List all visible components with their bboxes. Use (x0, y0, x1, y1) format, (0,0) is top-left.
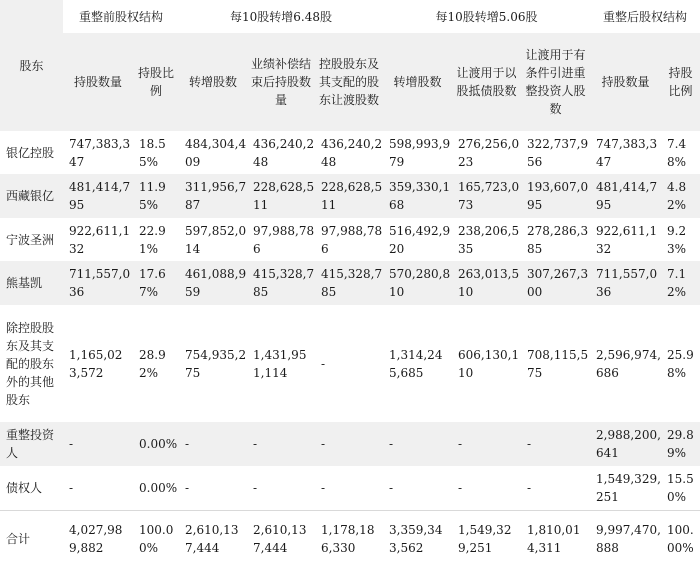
owner-header: 股东 (0, 0, 63, 131)
cell-648-after-compensation: 228,628,511 (247, 174, 315, 218)
cell-648-converted: 754,935,275 (179, 305, 247, 422)
cell-506-converted: 598,993,979 (383, 131, 452, 174)
cell-after-shares: 922,611,132 (590, 218, 661, 261)
cell-506-converted: - (383, 466, 452, 511)
cell-506-converted: 1,314,245,685 (383, 305, 452, 422)
cell-before-shares: 922,611,132 (63, 218, 133, 261)
cell-506-debt-offset: - (452, 466, 521, 511)
cell-before-shares: - (63, 466, 133, 511)
cell-before-shares: - (63, 422, 133, 466)
cell-after-ratio: 9.23% (661, 218, 700, 261)
cell-before-ratio: 100.00% (133, 511, 179, 566)
cell-506-debt-offset: - (452, 422, 521, 466)
table-row (0, 174, 700, 218)
table-row (0, 218, 700, 261)
cell-before-ratio: 11.95% (133, 174, 179, 218)
cell-after-ratio: 100.00% (661, 511, 700, 566)
cell-before-shares: 1,165,023,572 (63, 305, 133, 422)
cell-after-ratio: 25.98% (661, 305, 700, 422)
cell-before-shares: 711,557,036 (63, 261, 133, 305)
cell-648-converted: 2,610,137,444 (179, 511, 247, 566)
table-row (0, 422, 700, 466)
group-header-row (0, 0, 700, 33)
group-header-conversion-648: 每10股转增6.48股 (179, 0, 383, 33)
header-after-shares: 持股数量 (590, 33, 661, 131)
cell-648-after-compensation: 436,240,248 (247, 131, 315, 174)
table-row (0, 261, 700, 305)
cell-648-after-compensation: 2,610,137,444 (247, 511, 315, 566)
cell-506-converted: - (383, 422, 452, 466)
cell-648-transferred: - (315, 422, 383, 466)
shareholder-name: 债权人 (0, 466, 63, 511)
cell-after-shares: 2,988,200,641 (590, 422, 661, 466)
cell-648-converted: 461,088,959 (179, 261, 247, 305)
cell-after-ratio: 4.82% (661, 174, 700, 218)
group-header-after: 重整后股权结构 (590, 0, 700, 33)
cell-506-investor: 193,607,095 (521, 174, 590, 218)
shareholder-name: 熊基凯 (0, 261, 63, 305)
cell-648-after-compensation: - (247, 466, 315, 511)
cell-506-investor: 322,737,956 (521, 131, 590, 174)
group-header-before: 重整前股权结构 (63, 0, 179, 33)
header-506-debt-offset-shares: 让渡用于以股抵债股数 (452, 33, 521, 131)
cell-506-investor: 278,286,385 (521, 218, 590, 261)
cell-648-transferred: - (315, 305, 383, 422)
header-648-shares-after-compensation: 业绩补偿结束后持股数量 (247, 33, 315, 131)
cell-before-ratio: 0.00% (133, 422, 179, 466)
cell-506-debt-offset: 263,013,510 (452, 261, 521, 305)
cell-before-ratio: 0.00% (133, 466, 179, 511)
cell-after-ratio: 7.48% (661, 131, 700, 174)
cell-506-investor: 1,810,014,311 (521, 511, 590, 566)
cell-506-converted: 359,330,168 (383, 174, 452, 218)
cell-648-converted: - (179, 422, 247, 466)
cell-after-shares: 2,596,974,686 (590, 305, 661, 422)
cell-506-converted: 570,280,810 (383, 261, 452, 305)
cell-before-ratio: 22.91% (133, 218, 179, 261)
cell-after-shares: 9,997,470,888 (590, 511, 661, 566)
cell-648-converted: 484,304,409 (179, 131, 247, 174)
cell-after-ratio: 7.12% (661, 261, 700, 305)
header-648-transferred-shares: 控股股东及其支配的股东让渡股数 (315, 33, 383, 131)
cell-506-converted: 3,359,343,562 (383, 511, 452, 566)
cell-648-transferred: 97,988,786 (315, 218, 383, 261)
cell-before-ratio: 18.55% (133, 131, 179, 174)
cell-648-transferred: 228,628,511 (315, 174, 383, 218)
cell-after-ratio: 29.89% (661, 422, 700, 466)
cell-506-investor: - (521, 422, 590, 466)
cell-506-investor: 307,267,300 (521, 261, 590, 305)
shareholder-name: 银亿控股 (0, 131, 63, 174)
cell-648-converted: 597,852,014 (179, 218, 247, 261)
table-total-row (0, 511, 700, 566)
cell-506-debt-offset: 276,256,023 (452, 131, 521, 174)
cell-648-after-compensation: 415,328,785 (247, 261, 315, 305)
cell-506-debt-offset: 1,549,329,251 (452, 511, 521, 566)
header-648-converted-shares: 转增股数 (179, 33, 247, 131)
cell-506-investor: 708,115,575 (521, 305, 590, 422)
cell-648-after-compensation: 97,988,786 (247, 218, 315, 261)
table-row (0, 466, 700, 511)
cell-648-transferred: - (315, 466, 383, 511)
table-row (0, 131, 700, 174)
cell-after-shares: 1,549,329,251 (590, 466, 661, 511)
cell-648-after-compensation: 1,431,951,114 (247, 305, 315, 422)
cell-506-debt-offset: 606,130,110 (452, 305, 521, 422)
shareholder-name: 合计 (0, 511, 63, 566)
cell-after-shares: 711,557,036 (590, 261, 661, 305)
cell-before-shares: 4,027,989,882 (63, 511, 133, 566)
cell-before-shares: 481,414,795 (63, 174, 133, 218)
cell-after-shares: 747,383,347 (590, 131, 661, 174)
cell-648-transferred: 415,328,785 (315, 261, 383, 305)
cell-648-transferred: 1,178,186,330 (315, 511, 383, 566)
shareholder-name: 西藏银亿 (0, 174, 63, 218)
table-row (0, 305, 700, 422)
shareholder-name: 重整投资人 (0, 422, 63, 466)
cell-before-ratio: 17.67% (133, 261, 179, 305)
header-after-ratio: 持股比例 (661, 33, 700, 131)
cell-648-converted: - (179, 466, 247, 511)
cell-after-shares: 481,414,795 (590, 174, 661, 218)
cell-648-converted: 311,956,787 (179, 174, 247, 218)
cell-506-investor: - (521, 466, 590, 511)
header-before-shares: 持股数量 (63, 33, 133, 131)
header-506-converted-shares: 转增股数 (383, 33, 452, 131)
cell-after-ratio: 15.50% (661, 466, 700, 511)
shareholder-name: 除控股股东及其支配的股东外的其他股东 (0, 305, 63, 422)
header-before-ratio: 持股比例 (133, 33, 179, 131)
cell-648-after-compensation: - (247, 422, 315, 466)
sub-header-row (0, 33, 700, 131)
header-506-investor-shares: 让渡用于有条件引进重整投资人股数 (521, 33, 590, 131)
cell-506-debt-offset: 238,206,535 (452, 218, 521, 261)
shareholder-name: 宁波圣洲 (0, 218, 63, 261)
cell-506-debt-offset: 165,723,073 (452, 174, 521, 218)
cell-506-converted: 516,492,920 (383, 218, 452, 261)
group-header-conversion-506: 每10股转增5.06股 (383, 0, 590, 33)
cell-648-transferred: 436,240,248 (315, 131, 383, 174)
cell-before-ratio: 28.92% (133, 305, 179, 422)
cell-before-shares: 747,383,347 (63, 131, 133, 174)
